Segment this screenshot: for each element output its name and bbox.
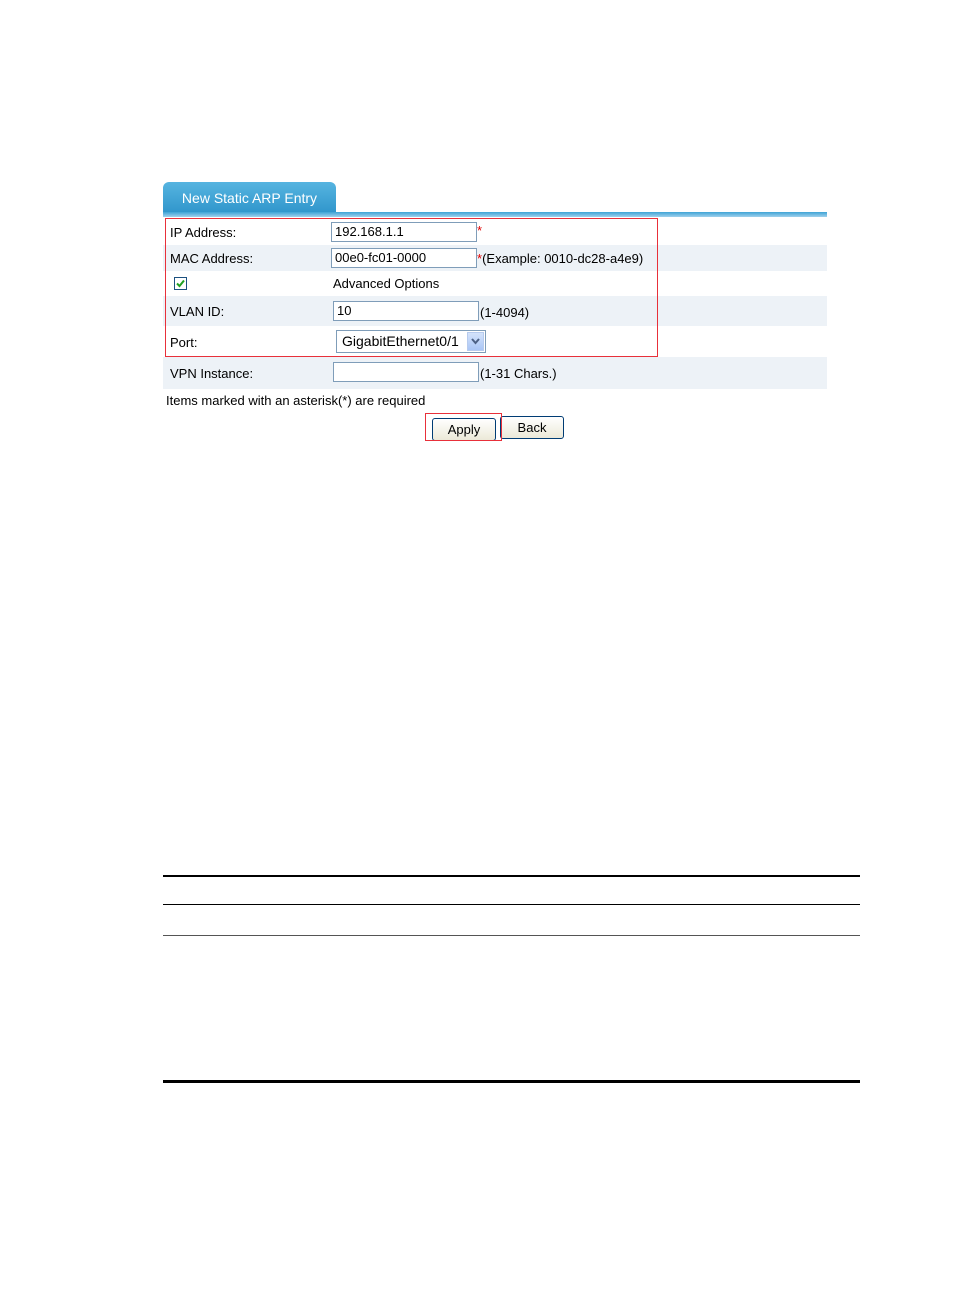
apply-button[interactable]: Apply (432, 418, 496, 441)
tab-underline (163, 212, 827, 217)
mac-address-hint: (Example: 0010-dc28-a4e9) (482, 251, 644, 266)
vpn-instance-hint: (1-31 Chars.) (480, 366, 557, 381)
mac-address-input[interactable]: 00e0-fc01-0000 (331, 248, 477, 268)
advanced-options-label: Advanced Options (333, 276, 440, 291)
port-label: Port: (170, 335, 198, 350)
highlight-box-apply (425, 413, 502, 441)
port-select-value: GigabitEthernet0/1 (342, 333, 459, 349)
ip-address-required-mark: * (477, 223, 483, 238)
tab-new-static-arp-entry[interactable]: New Static ARP Entry (163, 182, 336, 214)
ip-address-label: IP Address: (170, 225, 237, 240)
vpn-instance-label: VPN Instance: (170, 366, 254, 381)
mac-address-required-mark: * (477, 251, 483, 266)
required-note: Items marked with an asterisk(*) are required (166, 393, 426, 408)
table-header-rule (163, 904, 860, 905)
vlan-id-input[interactable]: 10 (333, 301, 479, 321)
vlan-id-hint: (1-4094) (480, 305, 530, 320)
vpn-instance-input[interactable] (333, 362, 479, 382)
ip-address-input[interactable]: 192.168.1.1 (331, 222, 477, 242)
back-button[interactable]: Back (500, 416, 564, 439)
highlight-box-fields (165, 218, 658, 357)
table-top-rule (163, 875, 860, 877)
mac-address-label: MAC Address: (170, 251, 254, 266)
vlan-id-label: VLAN ID: (170, 304, 225, 319)
table-bottom-rule (163, 1080, 860, 1083)
table-row-rule (163, 935, 860, 936)
